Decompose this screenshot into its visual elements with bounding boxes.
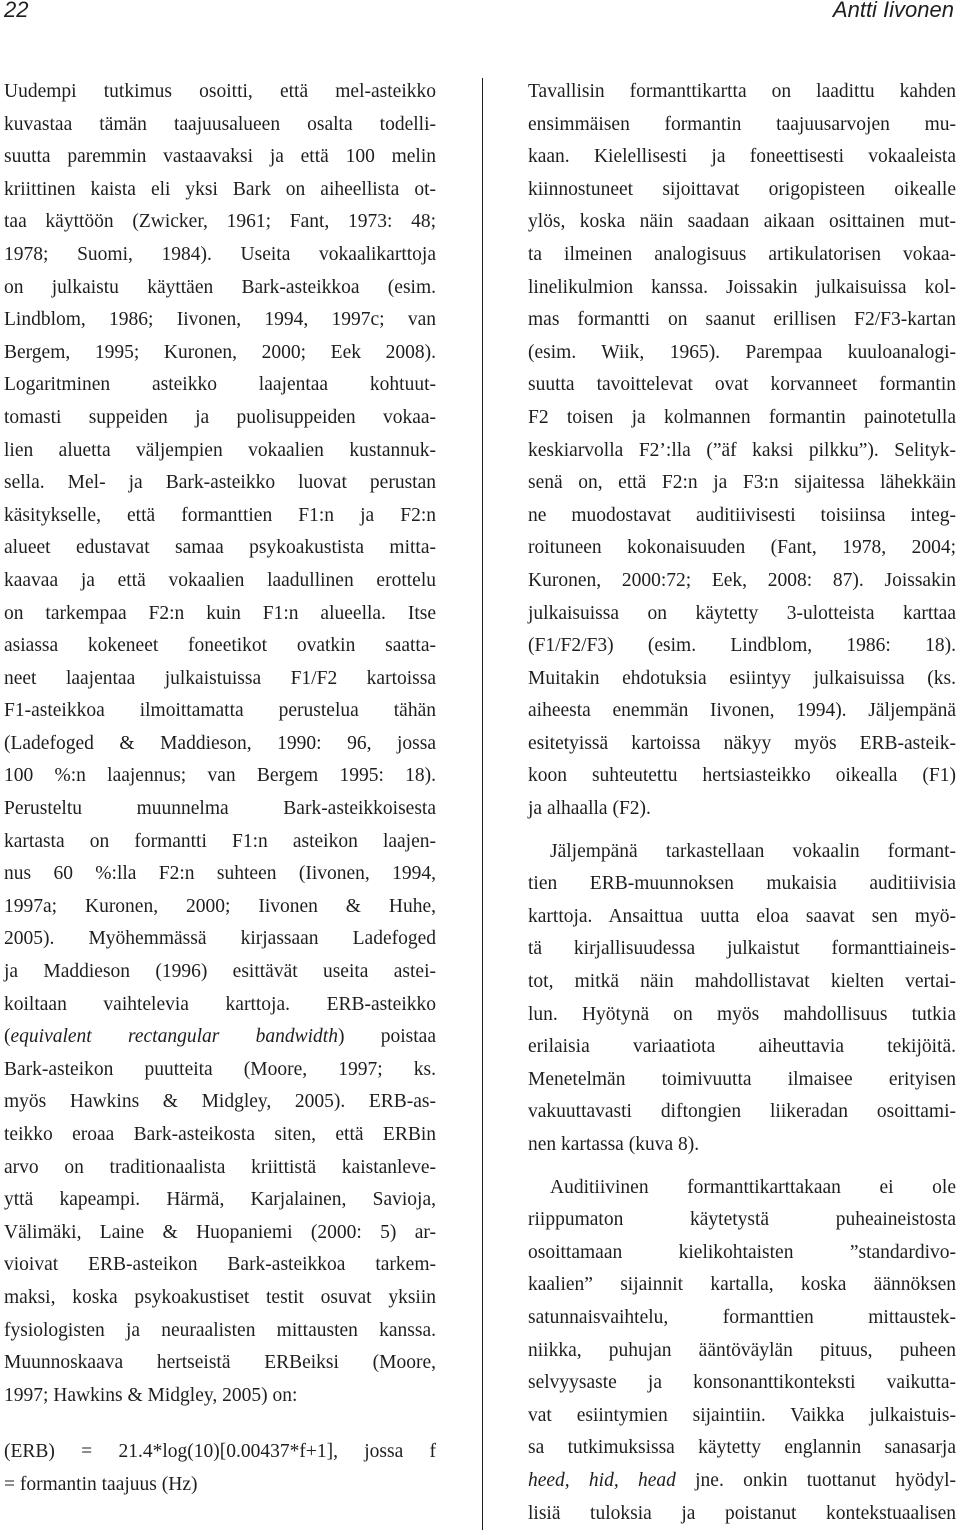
body-text-line: asiassa kokeneet foneetikot ovatkin saatta- — [4, 635, 436, 657]
body-text-line: kiinnostuneet sijoittavat origopisteen oikealle — [528, 178, 956, 200]
body-text-line: tot, mitkä näin mahdollistavat kielten vertai- — [528, 971, 956, 993]
body-text-line: Lindblom, 1986; Iivonen, 1994, 1997c; van — [4, 309, 436, 331]
formula-line: (ERB) = 21.4*log(10)[0.00437*f+1], jossa f — [4, 1441, 436, 1463]
body-text-line: mas formantti on saanut erillisen F2/F3-kartan — [528, 309, 956, 331]
body-text-line: vioivat ERB-asteikon Bark-asteikkoa tarkem- — [4, 1254, 436, 1276]
body-text-line: koon suhteutettu hertsiasteikko oikealla (F1) — [528, 765, 956, 787]
body-text-line: satunnaisvaihtelu, formanttien mittaustek- — [528, 1306, 956, 1328]
body-text-line: lien aluetta väljempien vokaalien kustannuk- — [4, 439, 436, 461]
body-text-line: maksi, koska psykoakustiset testit osuvat yksiin — [4, 1286, 436, 1308]
body-text-line: lun. Hyötynä on myös mahdollisuus tutkia — [528, 1003, 956, 1025]
body-text-line: kaavaa ja että vokaalien laadullinen erottelu — [4, 569, 436, 591]
body-text-line: ta ilmeinen analogisuus artikulatorisen vokaa- — [528, 243, 956, 265]
column-divider — [482, 78, 483, 1530]
body-text-line: riippumaton käytetystä puheaineistosta — [528, 1209, 956, 1231]
body-text-line: tä kirjallisuudessa julkaistut formanttiaineis- — [528, 938, 956, 960]
body-text-line: taa käyttöön (Zwicker, 1961; Fant, 1973: 48; — [4, 211, 436, 233]
body-text-line: (esim. Wiik, 1965). Parempaa kuuloanalogi- — [528, 341, 956, 363]
body-text-line: 1978; Suomi, 1984). Useita vokaalikarttoja — [4, 243, 436, 265]
body-text-line: senä on, että F2:n ja F3:n sijaitessa lähekkäin — [528, 472, 956, 494]
body-text-line: neet laajentaa julkaistuissa F1/F2 kartoissa — [4, 667, 436, 689]
body-text-line: (equivalent rectangular bandwidth) poistaa — [4, 1026, 436, 1048]
body-text-line: nen kartassa (kuva 8). — [528, 1134, 700, 1155]
body-text-line: yttä kapeampi. Härmä, Karjalainen, Savioja, — [4, 1189, 436, 1211]
body-text-line: osoittamaan kielikohtaisten ”standardivo- — [528, 1241, 956, 1263]
body-text-line: sella. Mel- ja Bark-asteikko luovat perustan — [4, 472, 436, 494]
page-number: 22 — [4, 0, 29, 22]
body-text-line: F1-asteikkoa ilmoittamatta perustelua tähän — [4, 700, 436, 722]
body-text-line: julkaisuissa on käytetty 3-ulotteista karttaa — [528, 602, 956, 624]
body-text-line: Logaritminen asteikko laajentaa kohtuut- — [4, 374, 436, 396]
body-text-line: on julkaistu käyttäen Bark-asteikkoa (esim. — [4, 276, 436, 298]
body-text-line: fysiologisten ja neuraalisten mittausten kanssa. — [4, 1319, 436, 1341]
left-column — [4, 76, 436, 1502]
body-text-line: suutta tavoittelevat ovat korvanneet formantin — [528, 374, 956, 396]
paragraph-gap — [4, 1412, 436, 1436]
body-text-line: F2 toisen ja kolmannen formantin painotetulla — [528, 406, 956, 428]
body-text-line: sa tutkimuksissa käytetty englannin sanasarja — [528, 1437, 956, 1459]
body-text-line: (F1/F2/F3) (esim. Lindblom, 1986: 18). — [528, 635, 956, 657]
body-text-line: niikka, puhujan ääntöväylän pituus, puheen — [528, 1339, 956, 1361]
body-text-line: Tavallisin formanttikartta on laadittu kahden — [528, 81, 956, 102]
body-text-line: ylös, koska näin saadaan aikaan osittainen mut- — [528, 211, 956, 233]
body-text-line: 2005). Myöhemmässä kirjassaan Ladefoged — [4, 928, 436, 950]
body-text-line: keskiarvolla F2’:lla (”äf kaksi pilkku”). Selityk- — [528, 439, 956, 461]
body-text-line: kuvastaa tämän taajuusalueen osalta todelli- — [4, 113, 436, 135]
body-text-line: kaalien” sijainnit kartalla, koska äännöksen — [528, 1274, 956, 1296]
body-text-line: arvo on traditionaalista kriittistä kaistanleve- — [4, 1156, 436, 1178]
body-text-line: linelikulmion kanssa. Joissakin julkaisuissa kol- — [528, 276, 956, 298]
body-text-line: tien ERB-muunnoksen mukaisia auditiivisia — [528, 873, 956, 895]
body-text-line: Bergem, 1995; Kuronen, 2000; Eek 2008). — [4, 341, 436, 363]
body-text-line: on tarkempaa F2:n kuin F1:n alueella. Itse — [4, 602, 436, 624]
body-text-line: 1997; Hawkins & Midgley, 2005) on: — [4, 1384, 298, 1406]
body-text-line: 100 %:n laajennus; van Bergem 1995: 18). — [4, 765, 436, 787]
body-text-line: aiheesta enemmän Iivonen, 1994). Jäljempänä — [528, 700, 956, 722]
body-text-line: lisiä tuloksia ja poistanut kontekstuaalisen — [528, 1502, 956, 1524]
body-text-line: ne muodostavat auditiivisesti toisiinsa integ- — [528, 504, 956, 526]
paragraph-gap — [528, 826, 956, 836]
body-text-line: 1997a; Kuronen, 2000; Iivonen & Huhe, — [4, 895, 436, 917]
body-text-line: heed, hid, head jne. onkin tuottanut hyödyl- — [528, 1469, 956, 1491]
body-text-line: (Ladefoged & Maddieson, 1990: 96, jossa — [4, 732, 436, 754]
body-text-line: vakuuttavasti diftongien liikeradan osoittami- — [528, 1101, 956, 1123]
body-text-line: Bark-asteikon puutteita (Moore, 1997; ks. — [4, 1058, 436, 1080]
paragraph-gap — [528, 1162, 956, 1172]
running-head: Antti Iivonen — [832, 0, 954, 22]
body-text-line: Auditiivinen formanttikarttakaan ei ole — [550, 1176, 956, 1198]
body-text-line: kriittinen kaista eli yksi Bark on aiheellista ot- — [4, 178, 436, 200]
body-text-line: Kuronen, 2000:72; Eek, 2008: 87). Joissakin — [528, 569, 956, 591]
body-text-line: nus 60 %:lla F2:n suhteen (Iivonen, 1994, — [4, 863, 436, 885]
body-text-line: ja alhaalla (F2). — [528, 798, 651, 820]
body-text-line: tomasti suppeiden ja puolisuppeiden vokaa- — [4, 406, 436, 428]
body-text-line: teikko eroaa Bark-asteikosta siten, että ERBin — [4, 1124, 436, 1145]
body-text-line: vat esiintymien sijaintiin. Vaikka julkaistuis- — [528, 1404, 956, 1426]
body-text-line: erilaisia variaatiota aiheuttavia tekijöitä. — [528, 1036, 956, 1058]
body-text-line: Menetelmän toimivuutta ilmaisee erityisen — [528, 1068, 956, 1090]
body-text-line: kartasta on formantti F1:n asteikon laajen- — [4, 830, 436, 852]
body-text-line: karttoja. Ansaittua uutta eloa saavat sen myö- — [528, 905, 956, 927]
body-text-line: Välimäki, Laine & Huopaniemi (2000: 5) ar- — [4, 1221, 436, 1243]
body-text-line: koiltaan vaihtelevia karttoja. ERB-asteikko — [4, 993, 436, 1015]
right-column — [528, 76, 956, 1530]
body-text-line: esitetyissä kartoissa näkyy myös ERB-asteik- — [528, 732, 956, 754]
body-text-line: Muunnoskaava hertseistä ERBeiksi (Moore, — [4, 1352, 436, 1374]
body-text-line: ja Maddieson (1996) esittävät useita astei- — [4, 961, 436, 983]
body-text-line: kaan. Kielellisesti ja foneettisesti vokaaleista — [528, 146, 956, 168]
body-text-line: ensimmäisen formantin taajuusarvojen mu- — [528, 113, 956, 135]
body-text-line: suutta paremmin vastaavaksi ja että 100 melin — [4, 146, 436, 168]
formula-line: = formantin taajuus (Hz) — [4, 1473, 198, 1495]
body-text-line: käsitykselle, että formanttien F1:n ja F2:n — [4, 504, 436, 526]
body-text-line: Muitakin ehdotuksia esiintyy julkaisuissa (ks. — [528, 667, 956, 689]
body-text-line: roituneen kokonaisuuden (Fant, 1978, 2004; — [528, 537, 956, 559]
body-text-line: Perusteltu muunnelma Bark-asteikkoisesta — [4, 798, 436, 820]
body-text-line: myös Hawkins & Midgley, 2005). ERB-as- — [4, 1091, 436, 1113]
body-text-line: selvyysaste ja konsonanttikonteksti vaikutta- — [528, 1372, 956, 1394]
body-text-line: Uudempi tutkimus osoitti, että mel-asteikko — [4, 81, 436, 102]
body-text-line: Jäljempänä tarkastellaan vokaalin formant- — [550, 840, 956, 862]
body-text-line: alueet edustavat samaa psykoakustista mitta- — [4, 537, 436, 559]
